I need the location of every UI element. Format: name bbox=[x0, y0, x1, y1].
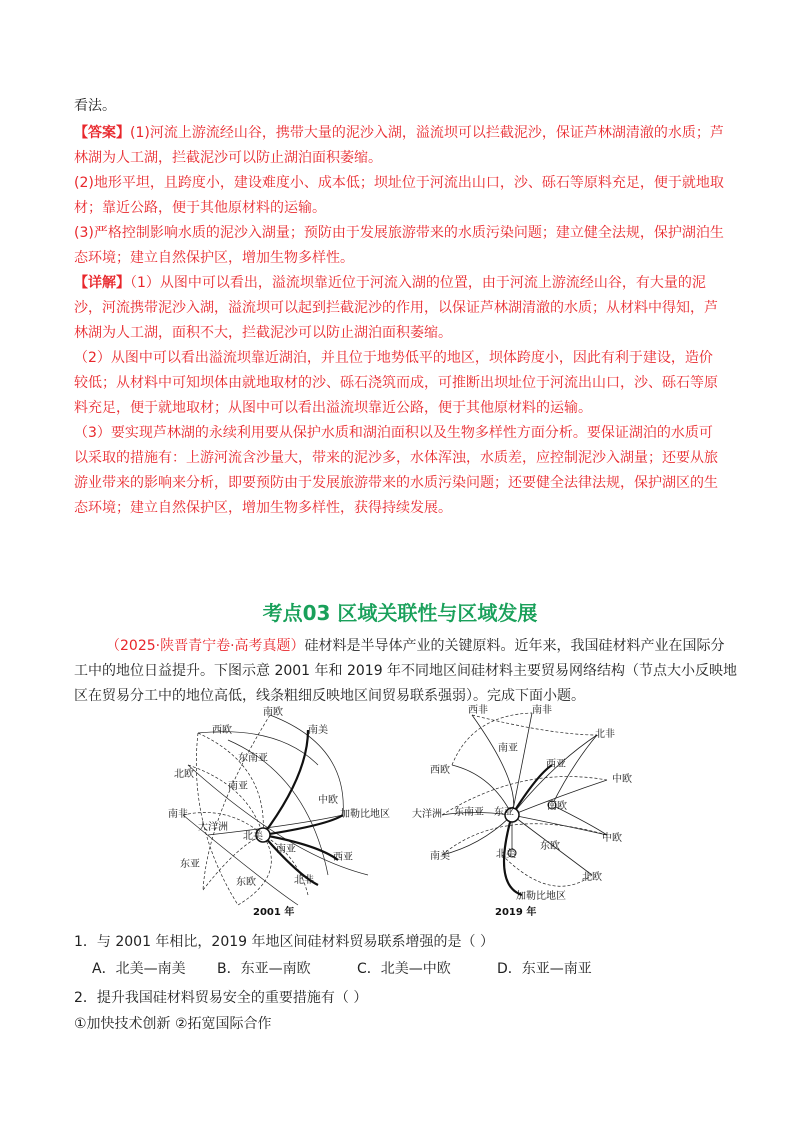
detail-line-6: 料充足，便于就地取材；从图中可以看出溢流坝靠近公路，便于其他原材料的运输。 bbox=[74, 400, 592, 416]
detail-line-10: 态环境；建立自然保护区，增加生物多样性，获得持续发展。 bbox=[74, 500, 452, 516]
detail-line-4: （2）从图中可以看出溢流坝靠近湖泊，并且位于地势低平的地区，坝体跨度小，因此有利于建设，造价 bbox=[74, 350, 713, 366]
detail-line-9: 游业带来的影响来分析，即要预防由于发展旅游带来的水质污染问题；还要健全法律法规，保护湖区的生 bbox=[74, 475, 718, 491]
intro-line-2: 工中的地位日益提升。下图示意 2001 年和 2019 年不同地区间硅材料主要贸易网络结构（节点大小反映地 bbox=[74, 663, 738, 679]
detail-line-3: 林湖为人工湖，面积不大，拦截泥沙可以防止湖泊面积萎缩。 bbox=[74, 325, 452, 341]
node-label: 南美 bbox=[430, 851, 450, 862]
section-title: 考点03 区域关联性与区域发展 bbox=[262, 601, 538, 625]
node-label: 南亚 bbox=[228, 781, 248, 792]
node-label: 中欧 bbox=[612, 774, 632, 785]
answer-line-1: 【答案】(1)河流上游流经山谷，携带大量的泥沙入湖，溢流坝可以拦截泥沙，保证芦林湖清澈的水质；芦 bbox=[74, 125, 724, 141]
answer-line-3: (2)地形平坦，且跨度小，建设难度小、成本低；坝址位于河流出山口，沙、砾石等原料充足，便于就地取 bbox=[74, 175, 724, 191]
node-label: 南非 bbox=[532, 705, 552, 716]
node-label: 加勒比地区 bbox=[340, 809, 390, 820]
detail-line-5: 较低；从材料中可知坝体由就地取材的沙、砾石浇筑而成，可推断出坝址位于河流出山口，沙、砾石等原 bbox=[74, 375, 718, 391]
node-label: 西亚 bbox=[546, 759, 566, 770]
node-label: 北美 bbox=[496, 849, 516, 860]
node-label: 北欧 bbox=[174, 769, 194, 780]
caption-2019: 2019 年 bbox=[495, 907, 537, 918]
answer-tag: 【答案】 bbox=[74, 125, 130, 141]
node-label: 北美 bbox=[243, 831, 263, 842]
node-label: 东南亚 bbox=[238, 753, 268, 764]
network-figure-2001 bbox=[168, 705, 390, 927]
intro-line-1: （2025·陕晋青宁卷·高考真题）硅材料是半导体产业的关键原料。近年来，我国硅材料产业在国际分 bbox=[106, 638, 725, 654]
node-label: 东亚 bbox=[180, 859, 200, 870]
node-label: 南欧 bbox=[263, 707, 283, 718]
option-b[interactable]: B．东亚—南欧 bbox=[217, 961, 311, 977]
text-fragment: 看法。 bbox=[74, 98, 116, 114]
answer-line-5: (3)严格控制影响水质的泥沙入湖量；预防由于发展旅游带来的水质污染问题；建立健全法规，保护湖泊生 bbox=[74, 225, 724, 241]
node-label: 北非 bbox=[595, 729, 615, 740]
node-label: 中欧 bbox=[602, 833, 622, 844]
answer-line-6: 态环境；建立自然保护区，增加生物多样性。 bbox=[74, 250, 354, 266]
answer-line-2: 林湖为人工湖，拦截泥沙可以防止湖泊面积萎缩。 bbox=[74, 150, 382, 166]
node-label: 北非 bbox=[294, 875, 314, 886]
node-label: 南亚 bbox=[276, 844, 296, 855]
detail-tag: 【详解】 bbox=[74, 275, 130, 291]
node-label: 东亚 bbox=[494, 807, 514, 818]
answer-line-4: 材；靠近公路，便于其他原材料的运输。 bbox=[74, 200, 326, 216]
network-figure-2019 bbox=[412, 705, 634, 927]
node-label: 大洋洲 bbox=[412, 809, 442, 820]
node-label: 南非 bbox=[168, 809, 188, 820]
node-label: 南美 bbox=[308, 725, 328, 736]
node-label: 南亚 bbox=[498, 743, 518, 754]
node-label: 西欧 bbox=[430, 765, 450, 776]
question-1-stem: 1．与 2001 年相比，2019 年地区间硅材料贸易联系增强的是（ ） bbox=[74, 934, 494, 950]
node-label: 西非 bbox=[468, 705, 488, 716]
source-tag: （2025·陕晋青宁卷·高考真题） bbox=[106, 638, 305, 654]
node-label: 中欧 bbox=[318, 795, 338, 806]
option-a[interactable]: A．北美—南美 bbox=[92, 961, 186, 977]
node-label: 东欧 bbox=[236, 877, 256, 888]
intro-line-3: 区在贸易分工中的地位高低，线条粗细反映地区间贸易联系强弱）。完成下面小题。 bbox=[74, 688, 585, 704]
question-1-options bbox=[92, 959, 592, 979]
node-label: 东欧 bbox=[540, 841, 560, 852]
node-label: 西欧 bbox=[212, 725, 232, 736]
question-2-statements: ①加快技术创新 ②拓宽国际合作 bbox=[74, 1016, 272, 1032]
node-label: 南欧 bbox=[547, 801, 567, 812]
detail-line-1: 【详解】（1）从图中可以看出，溢流坝靠近位于河流入湖的位置，由于河流上游流经山谷，有大量的泥 bbox=[74, 275, 706, 291]
node-label: 北欧 bbox=[582, 872, 602, 883]
detail-line-8: 以采取的措施有：上游河流含沙量大，带来的泥沙多，水体浑浊，水质差，应控制泥沙入湖量；还要从旅 bbox=[74, 450, 718, 466]
option-d[interactable]: D．东亚—南亚 bbox=[497, 961, 592, 977]
question-2-stem: 2．提升我国硅材料贸易安全的重要措施有（ ） bbox=[74, 990, 368, 1006]
node-label: 大洋洲 bbox=[198, 822, 228, 833]
detail-line-7: （3）要实现芦林湖的永续利用要从保护水质和湖泊面积以及生物多样性方面分析。要保证湖泊的水质可 bbox=[74, 425, 713, 441]
detail-line-2: 沙，河流携带泥沙入湖，溢流坝可以起到拦截泥沙的作用，以保证芦林湖清澈的水质；从材料中得知，芦 bbox=[74, 300, 718, 316]
node-label: 西亚 bbox=[333, 852, 353, 863]
caption-2001: 2001 年 bbox=[253, 907, 295, 918]
option-c[interactable]: C．北美—中欧 bbox=[357, 961, 451, 977]
node-label: 加勒比地区 bbox=[516, 891, 566, 902]
node-label: 东南亚 bbox=[454, 807, 484, 818]
